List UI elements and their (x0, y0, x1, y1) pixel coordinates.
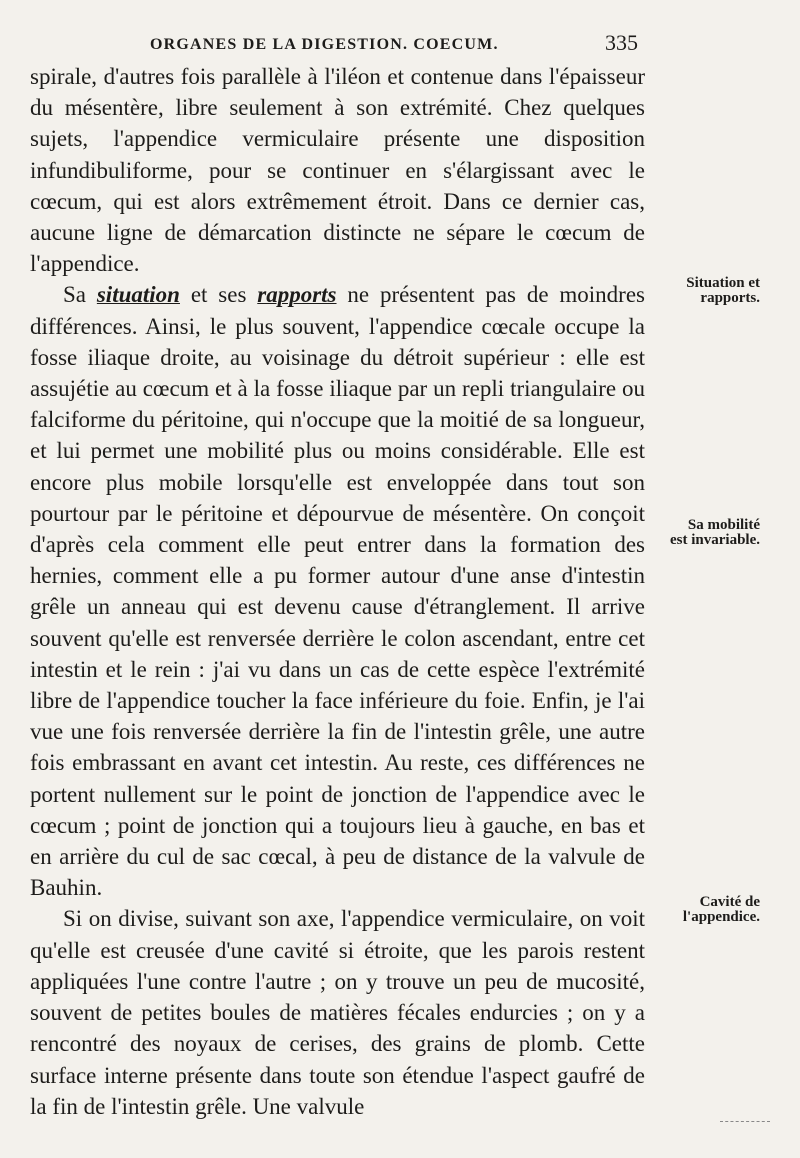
running-title: ORGANES DE LA DIGESTION. COECUM. (150, 36, 499, 53)
margin-note-line: Sa mobilité (687, 517, 760, 533)
margin-note-line: rapports. (700, 290, 760, 306)
paragraph-situation (30, 279, 645, 903)
page-header (30, 30, 640, 60)
margin-note-line: Cavité de (699, 894, 760, 910)
emphasis-rapports: rapports (257, 282, 337, 308)
paragraph-text: ne présentent pas de moindres différences. Ainsi, le plus souvent, l'appendice cœcale occupe la fosse iliaque droite, au voisinage du détroit supérieur : elle est assujétie au cœcum et à la fosse iliaque par un repli triangulaire ou falciforme du péritoine, qui n'occupe que la moitié de sa longueur, et lui permet une mobilité plus ou moins considérable. Elle est encore plus mobile lorsqu'elle est enveloppée dans tout son pourtour par le péritoine et dépourvue de mésentère. On conçoit d'après cela comment elle peut entrer dans la formation des hernies, comment elle a pu former autour d'une anse d'intestin grêle un anneau qui est devenu cause d'étranglement. Il arrive souvent qu'elle est renversée derrière le colon ascendant, entre cet intestin et le rein : j'ai vu dans un cas de cette espèce l'extrémité libre de l'appendice toucher la face inférieure du foie. Enfin, je l'ai vue une fois renversée derrière la fin de l'intestin grêle, une autre fois embrassant en avant cet intestin. Au reste, ces différences ne portent nullement sur le point de jonction de l'appendice avec le cœcum ; point de jonction qui a toujours lieu à gauche, en bas et en arrière du cul de sac cœcal, à peu de distance de la valvule de Bauhin. (30, 282, 645, 901)
paragraph-text: et ses (179, 282, 258, 308)
margin-note-line: Situation et (686, 275, 760, 291)
margin-note-situation (640, 276, 760, 306)
margin-note-line: l'appendice. (682, 909, 760, 925)
margin-note-mobilite (640, 518, 760, 548)
print-smudge (720, 1113, 770, 1122)
page-number: 335 (605, 30, 638, 55)
margin-note-cavite (640, 895, 760, 925)
paragraph-text: Sa (63, 282, 97, 308)
margin-note-line: est invariable. (670, 532, 760, 548)
paragraph-continuation: spirale, d'autres fois parallèle à l'iléon et contenue dans l'épaisseur du mésentère, libre seulement à son extrémité. Chez quelques sujets, l'appendice vermiculaire présente une disposition infundibuliforme, pour se continuer en s'élargissant avec le cœcum, qui est alors extrêmement étroit. Dans ce dernier cas, aucune ligne de démarcation distincte ne sépare le cœcum de l'appendice. (30, 64, 645, 277)
body-text (30, 61, 645, 1122)
paragraph-cavite: Si on divise, suivant son axe, l'appendice vermiculaire, on voit qu'elle est creusée d'une cavité si étroite, que les parois restent appliquées l'une contre l'autre ; on y trouve un peu de mucosité, souvent de petites boules de matières fécales endurcies ; on y a rencontré des noyaux de cerises, des grains de plomb. Cette surface interne présente dans toute son étendue l'aspect gaufré de la fin de l'intestin grêle. Une valvule (30, 906, 645, 1119)
emphasis-situation: situation (96, 282, 180, 308)
